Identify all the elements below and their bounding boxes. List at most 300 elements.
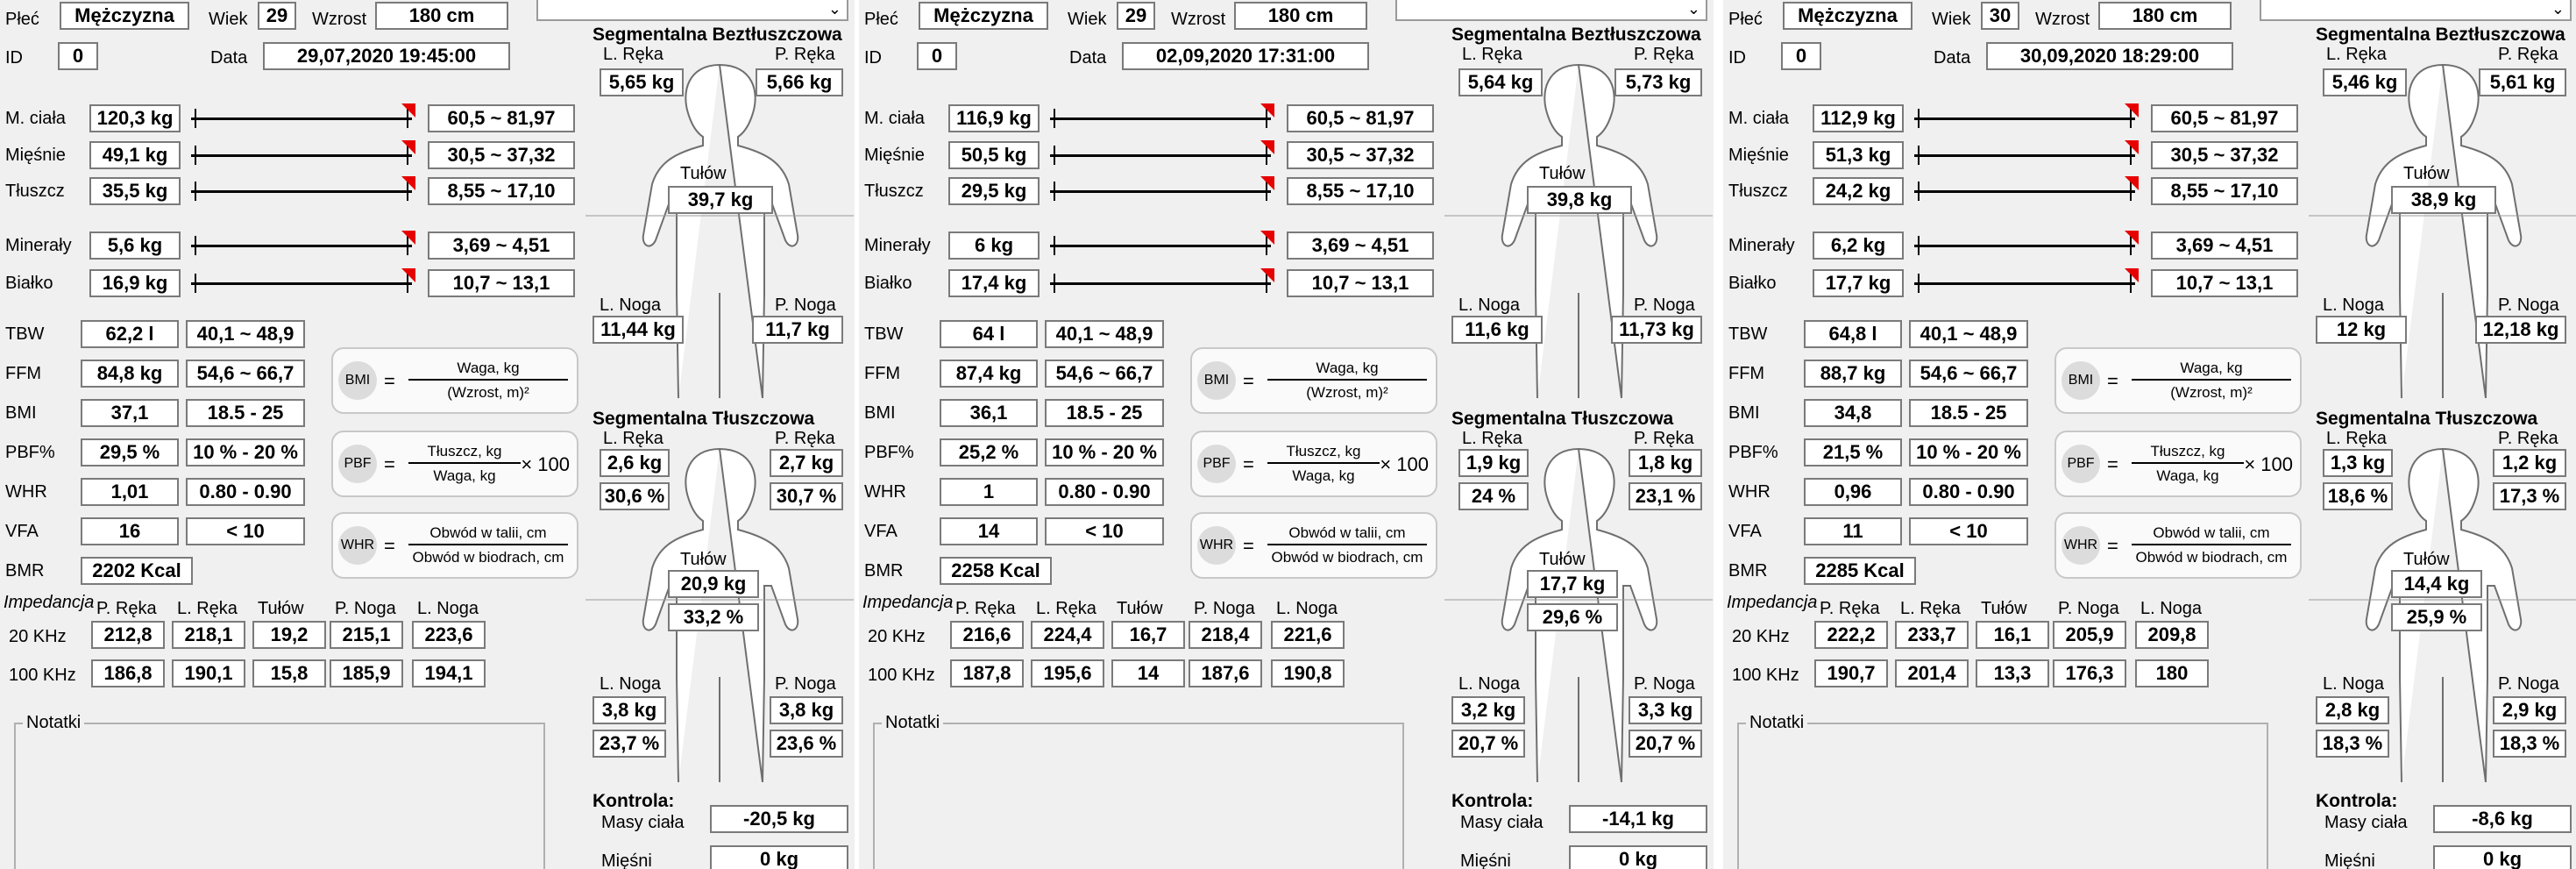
slider-tick-min (1054, 236, 1055, 255)
formula-multiplier: × 100 (521, 453, 570, 475)
slider-tick-min (195, 146, 196, 165)
notes-label: Notatki (23, 713, 84, 733)
row-label: Białko (864, 274, 912, 293)
report-panel (1723, 0, 2576, 869)
left-arm-label: L. Ręka (1462, 45, 1522, 64)
range-slider (191, 178, 412, 204)
row-value: 120,3 kg (89, 104, 181, 132)
metric-range: < 10 (1045, 517, 1164, 545)
row-range: 8,55 ~ 17,10 (2151, 177, 2298, 205)
fat-left-leg: 3,2 kg (1451, 696, 1525, 724)
chevron-down-icon[interactable]: ⌄ (1686, 0, 1700, 18)
imp-cell: 222,2 (1814, 621, 1888, 649)
slider-track (1050, 118, 1271, 120)
right-leg-label: P. Noga (2498, 296, 2559, 315)
formula-pbf (2054, 431, 2302, 497)
metric-range: 18.5 - 25 (1909, 399, 2028, 427)
formula-denominator: Obwód w biodrach, cm (412, 549, 564, 566)
id-field[interactable]: 0 (1781, 42, 1821, 70)
metric-range: 10 % - 20 % (1909, 438, 2028, 467)
equals-sign: = (1243, 370, 1254, 392)
fat-right-arm-pct: 17,3 % (2493, 482, 2566, 510)
formula-denominator: Waga, kg (1292, 467, 1355, 484)
lean-left-arm: 5,64 kg (1458, 68, 1543, 96)
imp-col-header: P. Ręka (955, 599, 1016, 618)
row-label: M. ciała (1728, 109, 1789, 128)
range-slider (1914, 270, 2135, 296)
lean-left-arm: 5,46 kg (2323, 68, 2407, 96)
trunk-label: Tułów (1539, 550, 1586, 569)
imp-cell: 221,6 (1271, 621, 1345, 649)
row-range: 8,55 ~ 17,10 (1287, 177, 1434, 205)
formula-denominator: (Wzrost, m)² (1306, 384, 1388, 401)
metric-range: 18.5 - 25 (186, 399, 305, 427)
metric-label: FFM (5, 364, 42, 383)
metric-value: 88,7 kg (1804, 360, 1902, 388)
imp-cell: 187,6 (1189, 659, 1262, 687)
metric-label: WHR (1728, 482, 1771, 502)
slider-track (1050, 245, 1271, 247)
metric-value: 2258 Kcal (940, 557, 1052, 585)
formula-tag: PBF (1197, 445, 1236, 483)
slider-track (191, 190, 412, 193)
fat-right-leg-pct: 23,6 % (770, 730, 843, 758)
height-label: Wzrost (312, 10, 367, 29)
metric-value: 36,1 (940, 399, 1038, 427)
date-label: Data (1934, 48, 1971, 68)
row-label: Tłuszcz (1728, 182, 1788, 201)
control-muscle-value: 0 kg (1569, 845, 1707, 869)
imp-cell: 190,8 (1271, 659, 1345, 687)
imp-row-label: 20 KHz (1732, 627, 1790, 646)
left-leg-label: L. Noga (600, 296, 662, 315)
imp-cell: 15,8 (252, 659, 326, 687)
left-arm-label: L. Ręka (1462, 429, 1522, 448)
imp-cell: 14 (1111, 659, 1185, 687)
seg-fat-title: Segmentalna Tłuszczowa (593, 409, 815, 429)
chevron-down-icon[interactable]: ⌄ (827, 0, 841, 18)
lean-right-arm: 5,73 kg (1614, 68, 1702, 96)
slider-tick-min (1054, 182, 1055, 201)
metric-label: TBW (1728, 324, 1768, 344)
formula-denominator: Obwód w biodrach, cm (1271, 549, 1423, 566)
fat-left-leg: 2,8 kg (2316, 696, 2389, 724)
imp-row-label: 20 KHz (9, 627, 67, 646)
left-leg-label: L. Noga (1458, 296, 1521, 315)
left-arm-label: L. Ręka (603, 429, 664, 448)
red-flag-icon (401, 140, 415, 154)
age-field[interactable]: 29 (1117, 2, 1155, 30)
chevron-down-icon[interactable]: ⌄ (2551, 0, 2565, 18)
metric-value: 64 l (940, 320, 1038, 348)
imp-col-header: P. Ręka (1820, 599, 1880, 618)
lean-left-leg: 12 kg (2316, 316, 2407, 344)
formula-bmi (331, 347, 578, 414)
control-muscle-label: Mięśni (601, 851, 652, 869)
control-muscle-label: Mięśni (1460, 851, 1511, 869)
red-flag-icon (401, 103, 415, 118)
range-slider (1050, 105, 1271, 132)
impedance-title: Impedancja (862, 593, 954, 612)
imp-cell: 224,4 (1031, 621, 1104, 649)
notes-label: Notatki (1746, 713, 1807, 733)
metric-label: VFA (5, 522, 39, 541)
range-slider (1050, 232, 1271, 259)
row-label: Minerały (5, 236, 72, 255)
control-mass-value: -8,6 kg (2433, 805, 2572, 833)
imp-col-header: L. Ręka (1900, 599, 1961, 618)
notes-box[interactable] (1737, 713, 2268, 869)
formula-numerator: Waga, kg (408, 360, 568, 381)
seg-lean-title: Segmentalna Beztłuszczowa (2316, 25, 2565, 45)
formula-tag: PBF (338, 445, 377, 483)
lean-trunk: 39,8 kg (1527, 186, 1632, 214)
control-title: Kontrola: (1451, 791, 1534, 811)
fat-left-arm: 1,9 kg (1458, 449, 1529, 477)
profile-dropdown[interactable] (1395, 0, 1707, 21)
trunk-label: Tułów (680, 550, 727, 569)
height-field[interactable]: 180 cm (375, 2, 508, 30)
formula-whr (1190, 512, 1437, 579)
slider-tick-min (1918, 182, 1920, 201)
fat-right-arm: 1,2 kg (2493, 449, 2566, 477)
left-arm-label: L. Ręka (2326, 429, 2387, 448)
imp-cell: 185,9 (330, 659, 403, 687)
row-range: 60,5 ~ 81,97 (428, 104, 575, 132)
imp-row-label: 100 KHz (1732, 666, 1799, 685)
metric-value: 0,96 (1804, 478, 1902, 506)
row-value: 17,4 kg (948, 269, 1040, 297)
formula-tag: PBF (2062, 445, 2100, 483)
slider-tick-min (1054, 274, 1055, 293)
row-label: M. ciała (864, 109, 925, 128)
equals-sign: = (384, 453, 395, 475)
slider-tick-min (1918, 236, 1920, 255)
fat-left-leg-pct: 20,7 % (1451, 730, 1525, 758)
red-flag-icon (1260, 268, 1274, 282)
imp-cell: 16,1 (1976, 621, 2049, 649)
height-field[interactable]: 180 cm (1234, 2, 1367, 30)
metric-label: VFA (864, 522, 898, 541)
metric-range: 10 % - 20 % (1045, 438, 1164, 467)
fat-right-arm: 2,7 kg (770, 449, 843, 477)
row-range: 10,7 ~ 13,1 (1287, 269, 1434, 297)
imp-cell: 195,6 (1031, 659, 1104, 687)
imp-col-header: L. Noga (2140, 599, 2203, 618)
range-slider (191, 232, 412, 259)
right-leg-label: P. Noga (2498, 674, 2559, 694)
fat-left-arm-pct: 18,6 % (2323, 482, 2393, 510)
imp-col-header: P. Noga (2058, 599, 2119, 618)
imp-cell: 194,1 (412, 659, 486, 687)
formula-numerator: Waga, kg (2132, 360, 2291, 381)
row-label: Mięśnie (5, 146, 66, 165)
notes-box[interactable] (14, 713, 545, 869)
left-arm-label: L. Ręka (603, 45, 664, 64)
range-slider (191, 270, 412, 296)
lean-right-leg: 11,7 kg (752, 316, 843, 344)
slider-tick-min (195, 236, 196, 255)
height-field[interactable]: 180 cm (2098, 2, 2232, 30)
range-slider (1050, 142, 1271, 168)
imp-cell: 223,6 (412, 621, 486, 649)
slider-tick-min (1918, 274, 1920, 293)
formula-numerator: Waga, kg (1267, 360, 1427, 381)
row-value: 24,2 kg (1813, 177, 1904, 205)
impedance-title: Impedancja (1727, 593, 1818, 612)
slider-tick-min (1918, 109, 1920, 128)
row-value: 5,6 kg (89, 231, 181, 260)
metric-label: WHR (5, 482, 47, 502)
profile-dropdown[interactable] (536, 0, 848, 21)
row-value: 17,7 kg (1813, 269, 1904, 297)
metric-value: 25,2 % (940, 438, 1038, 467)
row-range: 3,69 ~ 4,51 (1287, 231, 1434, 260)
age-label: Wiek (1932, 10, 1971, 29)
slider-track (191, 245, 412, 247)
formula-tag: WHR (2062, 526, 2100, 565)
metric-label: BMR (5, 561, 45, 581)
metric-value: 37,1 (81, 399, 179, 427)
metric-label: BMI (864, 403, 896, 423)
fat-right-leg-pct: 18,3 % (2493, 730, 2566, 758)
seg-lean-title: Segmentalna Beztłuszczowa (1451, 25, 1701, 45)
id-field[interactable]: 0 (58, 42, 98, 70)
fat-left-arm-pct: 30,6 % (600, 482, 670, 510)
control-title: Kontrola: (2316, 791, 2398, 811)
formula-numerator: Tłuszcz, kg (2132, 443, 2244, 464)
slider-tick-min (195, 182, 196, 201)
imp-col-header: L. Noga (1276, 599, 1338, 618)
metric-range: 0.80 - 0.90 (1909, 478, 2028, 506)
metric-value: 87,4 kg (940, 360, 1038, 388)
row-range: 60,5 ~ 81,97 (1287, 104, 1434, 132)
slider-track (1914, 118, 2135, 120)
id-label: ID (864, 48, 882, 68)
age-label: Wiek (209, 10, 248, 29)
red-flag-icon (401, 268, 415, 282)
row-label: Tłuszcz (5, 182, 65, 201)
slider-track (1914, 282, 2135, 285)
formula-denominator: Waga, kg (433, 467, 496, 484)
slider-track (1914, 154, 2135, 157)
fat-trunk: 20,9 kg (668, 570, 759, 598)
metric-value: 21,5 % (1804, 438, 1902, 467)
fat-right-arm-pct: 30,7 % (770, 482, 843, 510)
fat-left-arm: 2,6 kg (600, 449, 670, 477)
range-slider (1914, 232, 2135, 259)
sex-field[interactable]: Mężczyzna (919, 2, 1048, 30)
formula-numerator: Obwód w talii, cm (408, 524, 568, 545)
imp-row-label: 100 KHz (9, 666, 76, 685)
imp-cell: 16,7 (1111, 621, 1185, 649)
row-value: 6 kg (948, 231, 1040, 260)
metric-range: 54,6 ~ 66,7 (186, 360, 305, 388)
red-flag-icon (401, 231, 415, 245)
date-field[interactable]: 30,09,2020 18:29:00 (1986, 42, 2233, 70)
formula-denominator: Obwód w biodrach, cm (2135, 549, 2288, 566)
right-leg-label: P. Noga (775, 674, 836, 694)
lean-right-arm: 5,66 kg (756, 68, 843, 96)
height-label: Wzrost (1171, 10, 1226, 29)
slider-track (1914, 190, 2135, 193)
row-value: 116,9 kg (948, 104, 1040, 132)
slider-tick-min (1054, 109, 1055, 128)
formula-tag: WHR (1197, 526, 1236, 565)
fat-left-leg: 3,8 kg (593, 696, 666, 724)
fat-right-leg-pct: 20,7 % (1629, 730, 1702, 758)
seg-fat-title: Segmentalna Tłuszczowa (1451, 409, 1674, 429)
profile-dropdown[interactable] (2260, 0, 2572, 21)
imp-cell: 209,8 (2135, 621, 2209, 649)
equals-sign: = (2107, 535, 2118, 557)
id-label: ID (5, 48, 23, 68)
imp-cell: 180 (2135, 659, 2209, 687)
sex-label: Płeć (1728, 10, 1763, 29)
metric-range: 10 % - 20 % (186, 438, 305, 467)
right-arm-label: P. Ręka (775, 45, 835, 64)
red-flag-icon (2125, 231, 2139, 245)
imp-cell: 218,1 (172, 621, 245, 649)
formula-numerator: Tłuszcz, kg (1267, 443, 1380, 464)
right-leg-label: P. Noga (1634, 296, 1695, 315)
metric-value: 1,01 (81, 478, 179, 506)
row-range: 10,7 ~ 13,1 (2151, 269, 2298, 297)
control-title: Kontrola: (593, 791, 675, 811)
formula-multiplier: × 100 (2244, 453, 2293, 475)
fat-right-arm: 1,8 kg (1629, 449, 1702, 477)
imp-cell: 233,7 (1895, 621, 1969, 649)
control-muscle-value: 0 kg (710, 845, 848, 869)
metric-range: < 10 (186, 517, 305, 545)
metric-label: WHR (864, 482, 906, 502)
row-value: 35,5 kg (89, 177, 181, 205)
control-muscle-label: Mięśni (2324, 851, 2375, 869)
formula-bmi (1190, 347, 1437, 414)
slider-track (1050, 154, 1271, 157)
metric-range: 54,6 ~ 66,7 (1909, 360, 2028, 388)
imp-cell: 186,8 (91, 659, 165, 687)
seg-lean-title: Segmentalna Beztłuszczowa (593, 25, 842, 45)
row-label: Minerały (864, 236, 931, 255)
imp-cell: 212,8 (91, 621, 165, 649)
slider-track (191, 282, 412, 285)
imp-col-header: L. Noga (417, 599, 479, 618)
metric-value: 11 (1804, 517, 1902, 545)
row-value: 6,2 kg (1813, 231, 1904, 260)
notes-box[interactable] (873, 713, 1404, 869)
metric-label: VFA (1728, 522, 1762, 541)
date-field[interactable]: 29,07,2020 19:45:00 (263, 42, 510, 70)
fat-right-leg: 3,8 kg (770, 696, 843, 724)
row-range: 60,5 ~ 81,97 (2151, 104, 2298, 132)
formula-numerator: Obwód w talii, cm (2132, 524, 2291, 545)
range-slider (1050, 270, 1271, 296)
left-leg-label: L. Noga (600, 674, 662, 694)
right-arm-label: P. Ręka (2498, 429, 2558, 448)
metric-label: BMR (1728, 561, 1768, 581)
slider-tick-min (195, 274, 196, 293)
red-flag-icon (2125, 103, 2139, 118)
row-range: 3,69 ~ 4,51 (428, 231, 575, 260)
imp-cell: 190,1 (172, 659, 245, 687)
metric-label: BMI (1728, 403, 1760, 423)
row-range: 3,69 ~ 4,51 (2151, 231, 2298, 260)
lean-left-leg: 11,6 kg (1451, 316, 1543, 344)
formula-denominator: (Wzrost, m)² (2170, 384, 2253, 401)
row-label: Mięśnie (864, 146, 925, 165)
right-leg-label: P. Noga (1634, 674, 1695, 694)
row-value: 29,5 kg (948, 177, 1040, 205)
imp-col-header: Tułów (258, 599, 304, 618)
sex-field[interactable]: Mężczyzna (60, 2, 189, 30)
equals-sign: = (384, 370, 395, 392)
red-flag-icon (1260, 103, 1274, 118)
fat-right-arm-pct: 23,1 % (1629, 482, 1702, 510)
formula-denominator: (Wzrost, m)² (447, 384, 529, 401)
lean-right-leg: 11,73 kg (1611, 316, 1702, 344)
metric-label: TBW (864, 324, 904, 344)
left-leg-label: L. Noga (2323, 296, 2385, 315)
formula-whr (2054, 512, 2302, 579)
formula-numerator: Obwód w talii, cm (1267, 524, 1427, 545)
fat-trunk: 17,7 kg (1527, 570, 1618, 598)
control-mass-value: -20,5 kg (710, 805, 848, 833)
imp-cell: 190,7 (1814, 659, 1888, 687)
row-range: 30,5 ~ 37,32 (428, 141, 575, 169)
red-flag-icon (2125, 176, 2139, 190)
date-field[interactable]: 02,09,2020 17:31:00 (1122, 42, 1369, 70)
metric-label: PBF% (864, 443, 914, 462)
equals-sign: = (1243, 535, 1254, 557)
metric-value: 2285 Kcal (1804, 557, 1916, 585)
formula-numerator: Tłuszcz, kg (408, 443, 521, 464)
red-flag-icon (2125, 268, 2139, 282)
left-arm-label: L. Ręka (2326, 45, 2387, 64)
right-arm-label: P. Ręka (775, 429, 835, 448)
metric-range: 54,6 ~ 66,7 (1045, 360, 1164, 388)
trunk-label: Tułów (680, 164, 727, 183)
metric-label: PBF% (1728, 443, 1778, 462)
imp-cell: 218,4 (1189, 621, 1262, 649)
sex-field[interactable]: Mężczyzna (1783, 2, 1912, 30)
equals-sign: = (384, 535, 395, 557)
row-range: 8,55 ~ 17,10 (428, 177, 575, 205)
control-mass-label: Masy ciała (2324, 813, 2408, 832)
report-panel (0, 0, 855, 869)
age-field[interactable]: 30 (1981, 2, 2019, 30)
row-label: Minerały (1728, 236, 1795, 255)
formula-multiplier: × 100 (1380, 453, 1429, 475)
fat-left-arm: 1,3 kg (2323, 449, 2393, 477)
notes-label: Notatki (882, 713, 943, 733)
age-field[interactable]: 29 (258, 2, 296, 30)
range-slider (1914, 178, 2135, 204)
row-label: Tłuszcz (864, 182, 924, 201)
age-label: Wiek (1068, 10, 1107, 29)
row-range: 10,7 ~ 13,1 (428, 269, 575, 297)
id-field[interactable]: 0 (917, 42, 957, 70)
imp-col-header: P. Noga (1194, 599, 1255, 618)
formula-whr (331, 512, 578, 579)
slider-tick-min (1918, 146, 1920, 165)
metric-value: 2202 Kcal (81, 557, 193, 585)
imp-cell: 19,2 (252, 621, 326, 649)
equals-sign: = (2107, 453, 2118, 475)
right-arm-label: P. Ręka (1634, 429, 1694, 448)
imp-col-header: P. Ręka (96, 599, 157, 618)
formula-bmi (2054, 347, 2302, 414)
